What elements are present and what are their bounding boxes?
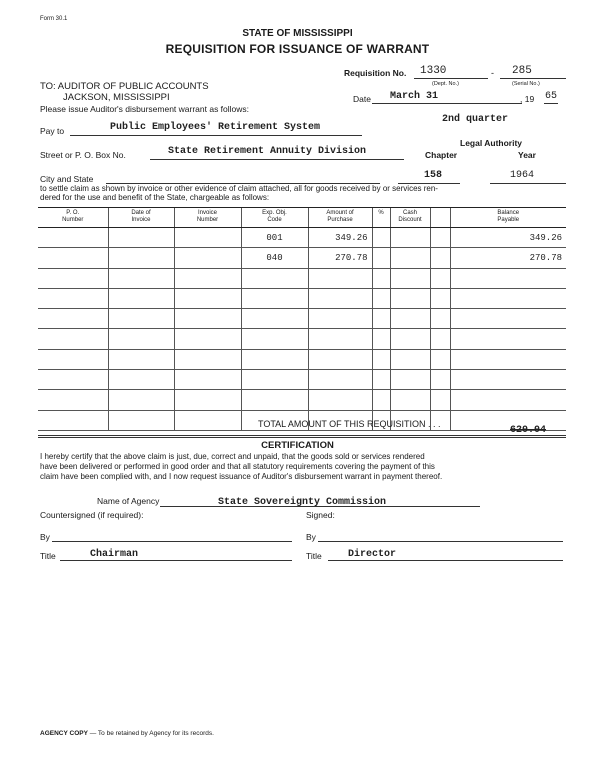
street-label: Street or P. O. Box No. xyxy=(40,150,126,160)
dept-number-value: 1330 xyxy=(420,65,447,77)
to-city-line: JACKSON, MISSISSIPPI xyxy=(63,92,170,103)
header-invoice-number: Invoice Number xyxy=(174,208,241,228)
cell-invoice xyxy=(174,228,241,248)
header-date-of-invoice: Date of Invoice xyxy=(108,208,174,228)
cell-date xyxy=(108,228,174,248)
cell-po xyxy=(38,410,108,430)
cell-po xyxy=(38,390,108,410)
cell-discount xyxy=(390,228,430,248)
street-value: State Retirement Annuity Division xyxy=(168,146,367,157)
cell-balance xyxy=(450,288,566,308)
cell-code xyxy=(241,370,308,390)
table-header-row xyxy=(38,208,566,228)
header-blank xyxy=(430,208,450,228)
agency-label: Name of Agency xyxy=(97,496,160,506)
cell-amount xyxy=(308,329,372,349)
cell-invoice xyxy=(174,410,241,430)
left-by-label: By xyxy=(40,532,50,542)
cell-pct xyxy=(372,349,390,369)
cell-pct xyxy=(372,329,390,349)
date-label: Date xyxy=(353,94,371,104)
header-percent: % xyxy=(372,208,390,228)
year-column-label: Year xyxy=(518,150,536,160)
cell-po xyxy=(38,268,108,288)
cell-pct xyxy=(372,370,390,390)
cell-balance xyxy=(450,410,566,430)
table-row xyxy=(38,329,566,349)
cell-invoice xyxy=(174,248,241,268)
serial-number-value: 285 xyxy=(512,65,532,77)
cell-invoice xyxy=(174,309,241,329)
cell-code xyxy=(241,349,308,369)
cell-code: 001 xyxy=(241,228,308,248)
table-row xyxy=(38,309,566,329)
chapter-label: Chapter xyxy=(425,150,458,160)
cell-blank xyxy=(430,349,450,369)
to-auditor-line: TO: AUDITOR OF PUBLIC ACCOUNTS xyxy=(40,81,209,92)
cell-amount xyxy=(308,288,372,308)
cell-pct xyxy=(372,390,390,410)
table-row xyxy=(38,349,566,369)
date-value: March 31 xyxy=(390,91,439,102)
cell-invoice xyxy=(174,370,241,390)
cell-po xyxy=(38,309,108,329)
pay-to-value: Public Employees' Retirement System xyxy=(110,122,321,133)
header-amount-of-purchase: Amount of Purchase xyxy=(308,208,372,228)
cell-invoice xyxy=(174,349,241,369)
total-value: 620.04 xyxy=(510,425,547,436)
total-label: TOTAL AMOUNT OF THIS REQUISITION . . . xyxy=(258,419,441,429)
cell-amount xyxy=(308,349,372,369)
cell-amount: 349.26 xyxy=(308,228,372,248)
cell-pct xyxy=(372,228,390,248)
table-row xyxy=(38,268,566,288)
cell-code xyxy=(241,288,308,308)
cell-blank xyxy=(430,309,450,329)
right-title-value: Director xyxy=(348,549,397,560)
table-row xyxy=(38,228,566,248)
cell-discount xyxy=(390,329,430,349)
claim-table xyxy=(38,207,566,431)
cell-date xyxy=(108,349,174,369)
certification-line-2: have been delivered or performed in good order and that all statutory requirements covering the payment of this xyxy=(40,462,435,471)
authority-year-value: 1964 xyxy=(510,170,535,181)
serial-no-caption: (Serial No.) xyxy=(512,81,540,87)
cell-blank xyxy=(430,329,450,349)
cell-discount xyxy=(390,370,430,390)
cell-po xyxy=(38,349,108,369)
settle-claim-text-2: dered for the use and benefit of the State, chargeable as follows: xyxy=(40,193,270,202)
cell-code: 040 xyxy=(241,248,308,268)
cell-discount xyxy=(390,288,430,308)
cell-amount xyxy=(308,268,372,288)
cell-amount: 270.78 xyxy=(308,248,372,268)
cell-code xyxy=(241,329,308,349)
cell-balance xyxy=(450,349,566,369)
cell-date xyxy=(108,370,174,390)
cell-pct xyxy=(372,268,390,288)
requisition-dash: - xyxy=(491,68,494,78)
cell-balance xyxy=(450,390,566,410)
cell-discount xyxy=(390,248,430,268)
cell-pct xyxy=(372,288,390,308)
header-po-number: P. O. Number xyxy=(38,208,108,228)
header-balance-payable: Balance Payable xyxy=(450,208,566,228)
cell-blank xyxy=(430,248,450,268)
agency-copy-label: AGENCY COPY xyxy=(40,730,88,737)
quarter-note: 2nd quarter xyxy=(442,114,509,125)
cell-date xyxy=(108,410,174,430)
cell-date xyxy=(108,390,174,410)
form-number: Form 30.1 xyxy=(40,16,68,22)
cell-balance: 349.26 xyxy=(450,228,566,248)
table-row xyxy=(38,248,566,268)
cell-blank xyxy=(430,268,450,288)
form-title: REQUISITION FOR ISSUANCE OF WARRANT xyxy=(165,42,430,56)
legal-authority-label: Legal Authority xyxy=(460,138,523,148)
cell-blank xyxy=(430,390,450,410)
cell-balance xyxy=(450,329,566,349)
cell-invoice xyxy=(174,288,241,308)
cell-discount xyxy=(390,268,430,288)
cell-invoice xyxy=(174,329,241,349)
countersigned-label: Countersigned (if required): xyxy=(40,510,144,520)
cell-discount xyxy=(390,309,430,329)
cell-date xyxy=(108,288,174,308)
left-title-label: Title xyxy=(40,551,56,561)
certification-line-3: claim have been complied with, and I now request issuance of Auditor's disbursement warrant in payment thereof. xyxy=(40,472,443,481)
cell-amount xyxy=(308,309,372,329)
requisition-label: Requisition No. xyxy=(344,68,407,78)
year-prefix: , 19 xyxy=(520,94,535,104)
cell-code xyxy=(241,390,308,410)
cell-po xyxy=(38,329,108,349)
dept-no-caption: (Dept. No.) xyxy=(432,81,459,87)
cell-blank xyxy=(430,228,450,248)
left-title-value: Chairman xyxy=(90,549,139,560)
agency-copy-text: — To be retained by Agency for its records. xyxy=(89,730,214,737)
cell-blank xyxy=(430,288,450,308)
cell-code xyxy=(241,309,308,329)
table-row xyxy=(38,288,566,308)
pay-to-label: Pay to xyxy=(40,126,65,136)
cell-discount xyxy=(390,390,430,410)
cell-balance xyxy=(450,309,566,329)
cell-balance xyxy=(450,370,566,390)
header-exp-obj-code: Exp. Obj. Code xyxy=(241,208,308,228)
cell-amount xyxy=(308,370,372,390)
cell-invoice xyxy=(174,268,241,288)
cell-date xyxy=(108,248,174,268)
cell-discount xyxy=(390,349,430,369)
certification-heading: CERTIFICATION xyxy=(261,440,334,451)
settle-claim-text-1: to settle claim as shown by invoice or other evidence of claim attached, all for goods received by or services ren- xyxy=(40,184,438,193)
cell-invoice xyxy=(174,390,241,410)
state-heading: STATE OF MISSISSIPPI xyxy=(242,28,353,39)
cell-po xyxy=(38,228,108,248)
chapter-value: 158 xyxy=(424,170,443,181)
agency-copy-note xyxy=(40,730,214,737)
cell-po xyxy=(38,248,108,268)
certification-line-1: I hereby certify that the above claim is just, due, correct and unpaid, that the goods sold or services rendered xyxy=(40,452,425,461)
cell-po xyxy=(38,370,108,390)
cell-blank xyxy=(430,370,450,390)
cell-date xyxy=(108,329,174,349)
table-row xyxy=(38,370,566,390)
cell-balance: 270.78 xyxy=(450,248,566,268)
city-state-label: City and State xyxy=(40,174,94,184)
cell-pct xyxy=(372,309,390,329)
please-issue-text: Please issue Auditor's disbursement warrant as follows: xyxy=(40,104,250,114)
cell-pct xyxy=(372,248,390,268)
signed-label: Signed: xyxy=(306,510,335,520)
header-cash-discount: Cash Discount xyxy=(390,208,430,228)
cell-amount xyxy=(308,390,372,410)
cell-code xyxy=(241,268,308,288)
year-value: 65 xyxy=(545,91,558,102)
cell-balance xyxy=(450,268,566,288)
table-row xyxy=(38,390,566,410)
agency-value: State Sovereignty Commission xyxy=(218,497,387,508)
right-by-label: By xyxy=(306,532,316,542)
cell-po xyxy=(38,288,108,308)
right-title-label: Title xyxy=(306,551,322,561)
cell-date xyxy=(108,268,174,288)
cell-date xyxy=(108,309,174,329)
